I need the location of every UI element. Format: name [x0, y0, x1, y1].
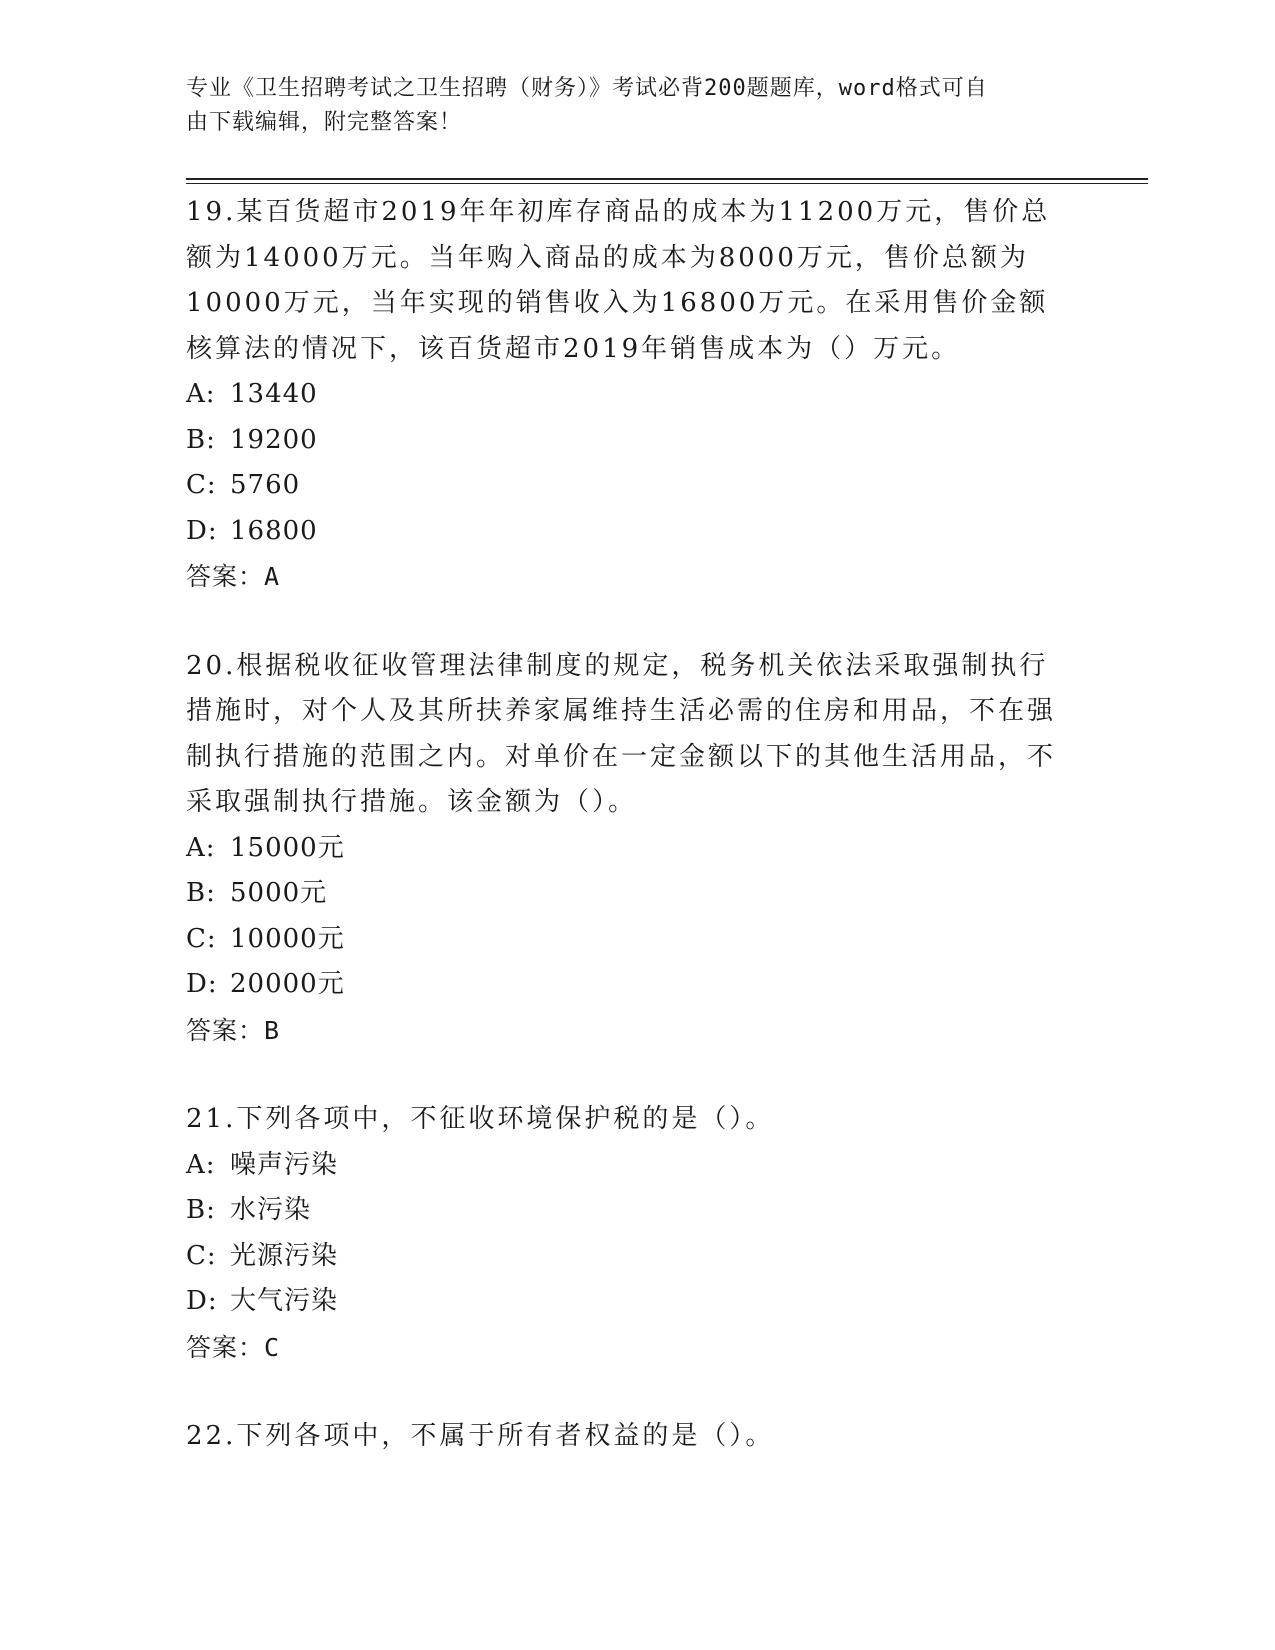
question-stem: 21.下列各项中，不征收环境保护税的是（）。	[186, 1104, 775, 1134]
option-text: 20000元	[230, 969, 345, 999]
question-21	[186, 1097, 1086, 1370]
question-19	[186, 190, 1086, 600]
option-a	[186, 826, 1086, 872]
option-a	[186, 1143, 1086, 1189]
option-letter: A:	[186, 832, 216, 863]
option-text: 16800	[230, 515, 318, 546]
option-text: 10000元	[230, 923, 345, 954]
question-stem: 19.某百货超市2019年年初库存商品的成本为11200万元，售价总额为14000万元。当年购入商品的成本为8000万元，售价总额为10000万元，当年实现的销售收入为16800万元。在采用售价金额核算法的情况下，该百货超市2019年销售成本为（）万元。	[186, 197, 1051, 364]
option-letter: D:	[186, 969, 218, 999]
document-header	[186, 72, 1066, 140]
option-c	[186, 463, 1086, 509]
option-b	[186, 418, 1086, 464]
option-text: 水污染	[230, 1195, 312, 1225]
option-b	[186, 871, 1086, 917]
option-text: 5000元	[230, 878, 328, 908]
option-text: 5760	[230, 470, 301, 500]
option-text: 15000元	[230, 832, 345, 863]
option-letter: D:	[186, 1286, 218, 1316]
question-22	[186, 1414, 1086, 1460]
header-divider-thick	[186, 178, 1148, 180]
option-d	[186, 1279, 1086, 1325]
option-text: 19200	[230, 424, 318, 455]
option-letter: B:	[186, 1195, 216, 1225]
question-stem: 22.下列各项中，不属于所有者权益的是（）。	[186, 1421, 775, 1451]
option-d	[186, 509, 1086, 555]
option-c	[186, 1234, 1086, 1280]
answer-line: 答案：C	[186, 1332, 281, 1362]
option-c	[186, 917, 1086, 963]
answer-line: 答案：B	[186, 1015, 281, 1045]
answer-line: 答案：A	[186, 562, 281, 591]
option-letter: A:	[186, 379, 216, 409]
option-b	[186, 1188, 1086, 1234]
option-text: 噪声污染	[230, 1149, 339, 1180]
option-letter: C:	[186, 923, 217, 954]
option-letter: A:	[186, 1149, 216, 1180]
option-text: 大气污染	[230, 1286, 339, 1316]
option-letter: B:	[186, 424, 216, 455]
question-spacer	[186, 600, 1086, 644]
option-text: 13440	[230, 379, 318, 409]
question-spacer	[186, 1370, 1086, 1414]
option-d	[186, 962, 1086, 1008]
question-list	[186, 190, 1086, 1460]
header-line-2: 由下载编辑，附完整答案！	[186, 110, 463, 135]
option-a	[186, 372, 1086, 418]
option-letter: B:	[186, 878, 216, 908]
question-stem: 20.根据税收征收管理法律制度的规定，税务机关依法采取强制执行措施时，对个人及其所扶养家属维持生活必需的住房和用品，不在强制执行措施的范围之内。对单价在一定金额以下的其他生活用品，不采取强制执行措施。该金额为（）。	[186, 650, 1057, 817]
option-letter: D:	[186, 515, 218, 546]
header-line-1: 专业《卫生招聘考试之卫生招聘（财务）》考试必背200题题库，word格式可自	[186, 76, 988, 101]
question-20	[186, 644, 1086, 1054]
option-letter: C:	[186, 470, 217, 500]
option-text: 光源污染	[230, 1240, 339, 1271]
option-letter: C:	[186, 1240, 217, 1271]
question-spacer	[186, 1053, 1086, 1097]
header-divider-thin	[186, 183, 1148, 184]
